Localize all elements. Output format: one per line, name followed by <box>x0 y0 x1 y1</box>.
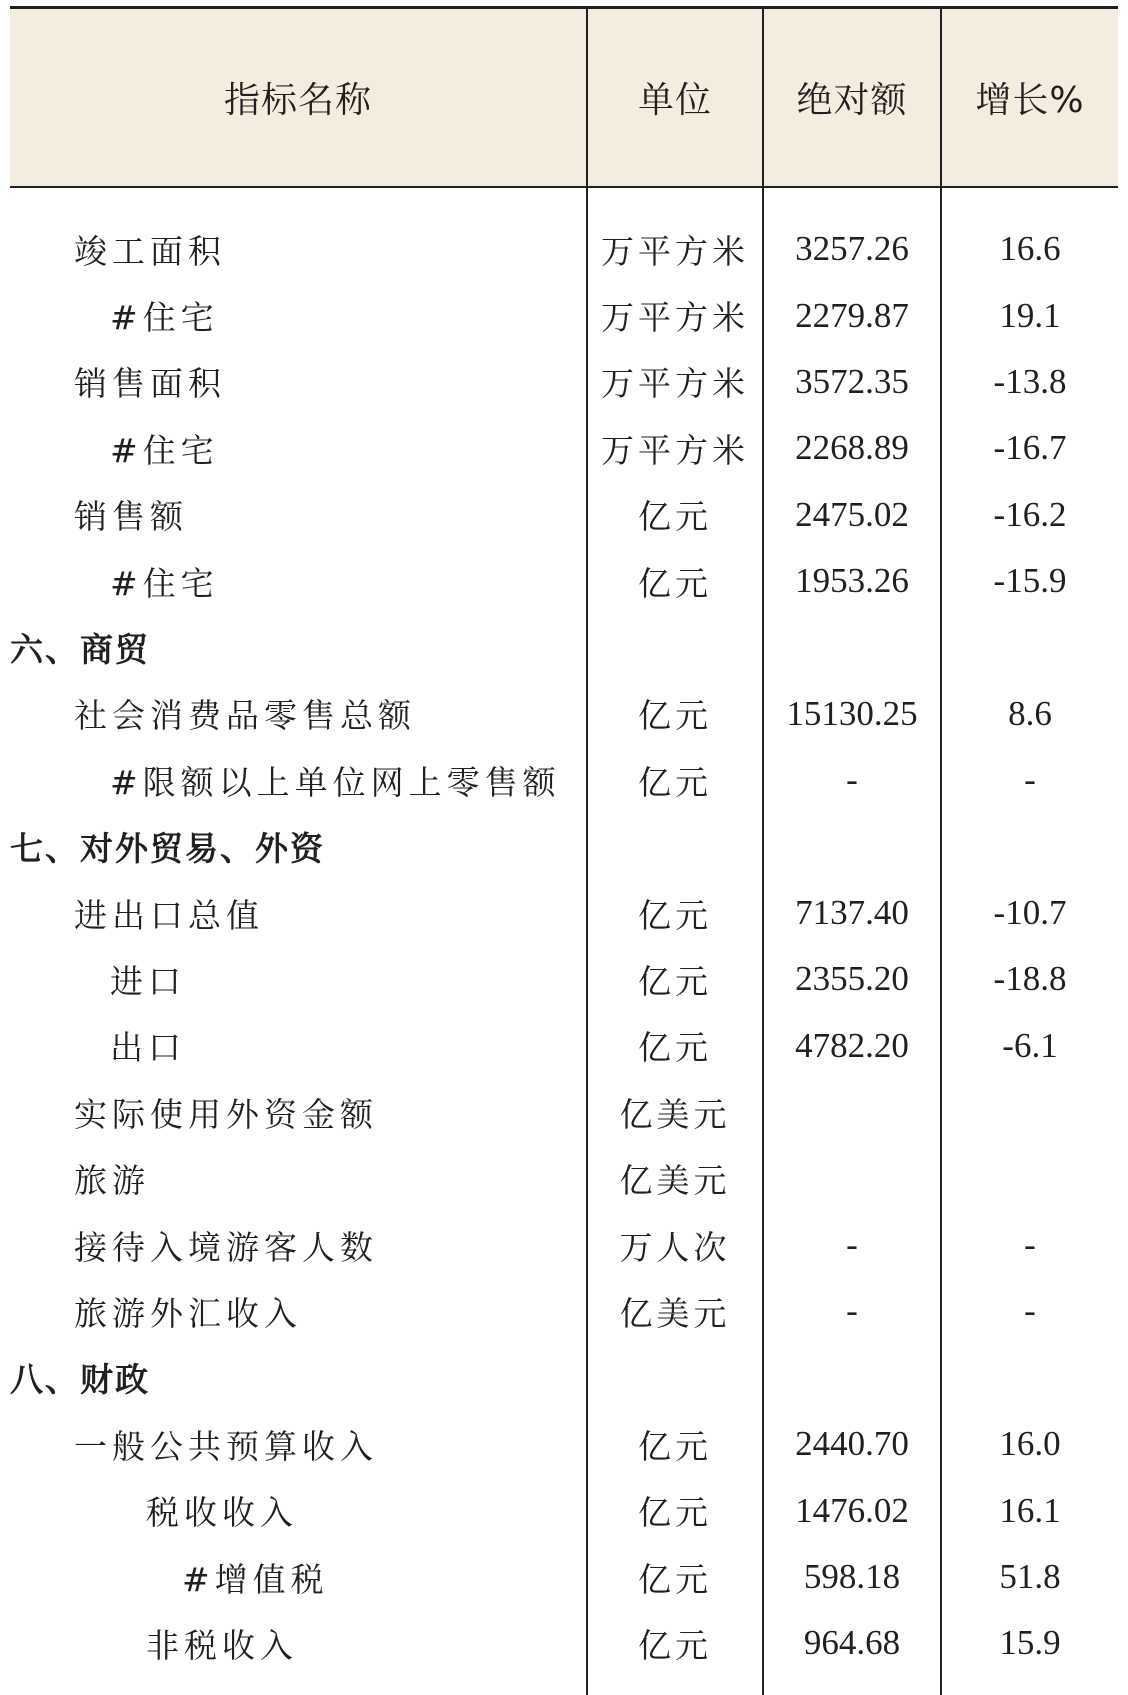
absolute-value-cell: 598.18 <box>803 1557 901 1596</box>
unit-cell: 亿元 <box>638 961 712 1001</box>
growth-cell: 19.1 <box>999 295 1061 335</box>
section-row <box>10 1345 1118 1411</box>
absolute-value-cell: 2475.02 <box>795 494 909 534</box>
indicator-name: 进口 <box>110 961 186 1001</box>
growth-cell: -13.8 <box>993 361 1067 401</box>
absolute-value-cell: 7137.40 <box>795 893 909 933</box>
table-row <box>10 1477 1118 1543</box>
unit-cell <box>588 614 762 680</box>
indicator-name: 社会消费品零售总额 <box>74 696 416 736</box>
growth-cell: 16.0 <box>999 1424 1061 1464</box>
absolute-value-cell: 1953.26 <box>795 561 909 601</box>
absolute-value-cell: - <box>846 1291 858 1331</box>
table-row <box>10 1079 1118 1145</box>
section-row <box>10 614 1118 680</box>
unit-cell: 万人次 <box>619 1227 731 1267</box>
growth-cell <box>942 614 1118 680</box>
absolute-value-cell: 1476.02 <box>795 1490 909 1530</box>
indicator-name: #住宅 <box>110 563 219 603</box>
table-row <box>10 216 1118 282</box>
indicator-name: 销售面积 <box>74 364 226 404</box>
unit-cell: 亿元 <box>638 497 712 537</box>
indicator-name: 销售额 <box>74 497 188 537</box>
unit-cell: 亿美元 <box>619 1293 731 1333</box>
table-header <box>10 9 1118 188</box>
absolute-value-cell: 2440.70 <box>795 1424 909 1464</box>
table-row <box>10 1013 1118 1079</box>
unit-cell: 万平方米 <box>601 430 749 470</box>
table-row <box>10 548 1118 614</box>
growth-cell: 51.8 <box>999 1557 1061 1596</box>
absolute-value-cell: - <box>846 1225 858 1265</box>
indicator-name: 税收收入 <box>146 1493 298 1533</box>
absolute-value-cell: 3257.26 <box>795 229 909 269</box>
absolute-value-cell: 15130.25 <box>786 693 918 733</box>
growth-cell: - <box>1024 1291 1036 1331</box>
growth-cell: -16.2 <box>993 494 1067 534</box>
growth-cell: 8.6 <box>1008 693 1052 733</box>
growth-cell <box>942 814 1118 880</box>
unit-cell: 亿元 <box>638 762 712 802</box>
growth-cell: 16.6 <box>999 229 1061 269</box>
header-name: 指标名称 <box>223 80 372 121</box>
growth-cell: -16.7 <box>993 428 1067 468</box>
growth-cell: -10.7 <box>993 893 1067 933</box>
unit-cell: 亿元 <box>638 1493 712 1533</box>
table-row <box>10 415 1118 481</box>
header-growth: 增长% <box>975 80 1085 121</box>
indicator-name: 竣工面积 <box>74 231 226 271</box>
section-title: 八、财政 <box>10 1360 150 1400</box>
indicator-name: #限额以上单位网上零售额 <box>110 762 561 802</box>
absolute-value-cell: 964.68 <box>803 1623 901 1663</box>
unit-cell: 亿美元 <box>619 1094 731 1134</box>
absolute-value-cell: 2268.89 <box>795 428 909 468</box>
header-value: 绝对额 <box>796 80 908 121</box>
absolute-value-cell <box>764 614 940 680</box>
absolute-value-cell: 3572.35 <box>795 361 909 401</box>
table-row <box>10 482 1118 548</box>
absolute-value-cell <box>764 814 940 880</box>
absolute-value-cell: 2279.87 <box>795 295 909 335</box>
indicator-name: #增值税 <box>182 1559 329 1599</box>
indicator-name: 旅游外汇收入 <box>74 1293 302 1333</box>
growth-cell: -15.9 <box>993 561 1067 601</box>
growth-cell <box>942 1145 1118 1211</box>
growth-cell: - <box>1024 760 1036 800</box>
indicator-name: 一般公共预算收入 <box>74 1426 378 1466</box>
unit-cell: 亿元 <box>638 1426 712 1466</box>
unit-cell: 亿元 <box>638 1559 712 1599</box>
unit-cell: 亿元 <box>638 1625 712 1665</box>
absolute-value-cell <box>764 1345 940 1411</box>
table-row <box>10 282 1118 348</box>
growth-cell <box>942 1079 1118 1145</box>
absolute-value-cell <box>764 1145 940 1211</box>
table-row <box>10 1145 1118 1211</box>
table-row <box>10 681 1118 747</box>
growth-cell <box>942 1345 1118 1411</box>
table-row <box>10 1411 1118 1477</box>
absolute-value-cell: - <box>846 760 858 800</box>
unit-cell: 亿元 <box>638 895 712 935</box>
unit-cell: 亿美元 <box>619 1161 731 1201</box>
unit-cell: 万平方米 <box>601 231 749 271</box>
indicator-name: 旅游 <box>74 1161 150 1201</box>
unit-cell <box>588 1345 762 1411</box>
section-row <box>10 814 1118 880</box>
growth-cell: 15.9 <box>999 1623 1061 1663</box>
unit-cell: 亿元 <box>638 1028 712 1068</box>
table-row <box>10 1610 1118 1676</box>
statistics-table <box>10 0 1118 1695</box>
table-row <box>10 1544 1118 1610</box>
table-row <box>10 946 1118 1012</box>
table-row <box>10 1278 1118 1344</box>
table-row <box>10 349 1118 415</box>
unit-cell: 亿元 <box>638 563 712 603</box>
absolute-value-cell: 2355.20 <box>795 959 909 999</box>
unit-cell: 万平方米 <box>601 364 749 404</box>
growth-cell: - <box>1024 1225 1036 1265</box>
unit-cell: 万平方米 <box>601 298 749 338</box>
section-title: 七、对外贸易、外资 <box>10 829 325 869</box>
indicator-name: 接待入境游客人数 <box>74 1227 378 1267</box>
table-row <box>10 880 1118 946</box>
growth-cell: -18.8 <box>993 959 1067 999</box>
unit-cell: 亿元 <box>638 696 712 736</box>
indicator-name: 非税收入 <box>146 1625 298 1665</box>
indicator-name: #住宅 <box>110 298 219 338</box>
table-row <box>10 747 1118 813</box>
indicator-name: 出口 <box>110 1028 186 1068</box>
growth-cell: -6.1 <box>1002 1025 1058 1065</box>
growth-cell: 16.1 <box>999 1490 1061 1530</box>
absolute-value-cell: 4782.20 <box>795 1025 909 1065</box>
absolute-value-cell <box>764 1079 940 1145</box>
section-title: 六、商贸 <box>10 630 150 670</box>
table-body <box>10 216 1118 1677</box>
indicator-name: 实际使用外资金额 <box>74 1094 378 1134</box>
unit-cell <box>588 814 762 880</box>
indicator-name: #住宅 <box>110 430 219 470</box>
indicator-name: 进出口总值 <box>74 895 264 935</box>
table-row <box>10 1212 1118 1278</box>
header-unit: 单位 <box>637 80 712 121</box>
